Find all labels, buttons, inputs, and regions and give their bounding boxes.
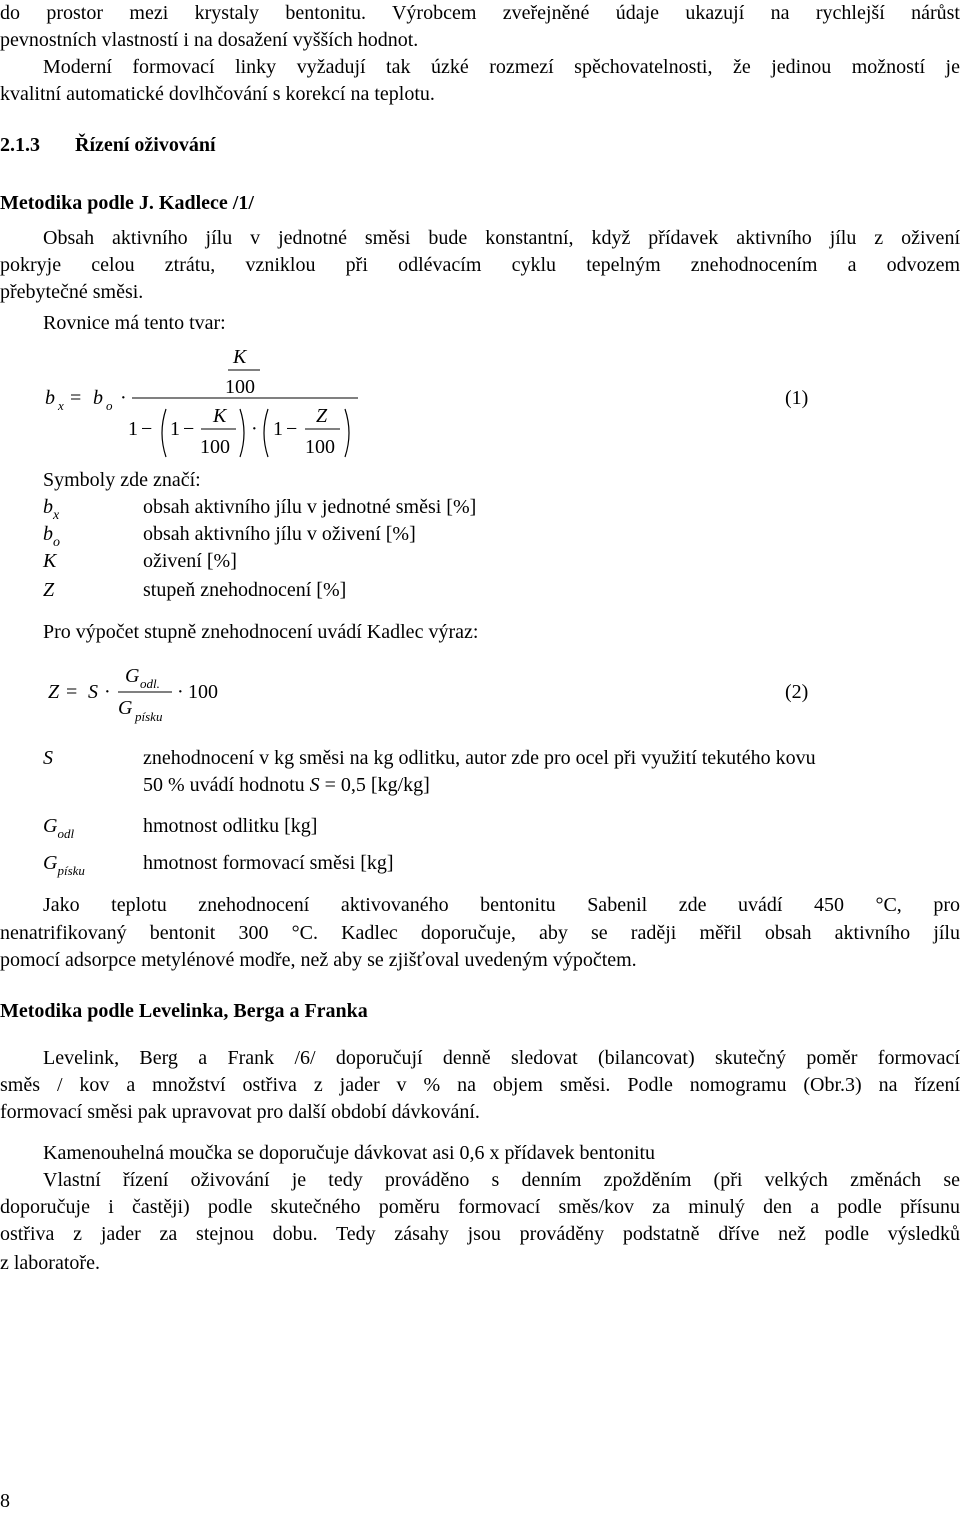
eq1-K-100: 100 (200, 436, 230, 458)
eq1-one-b: 1 (170, 418, 180, 440)
eq2-sub-den: písku (135, 709, 163, 724)
eq2-dot2: · (177, 681, 184, 703)
eq1-paren-open-b (264, 409, 268, 457)
def-desc-line2: 50 % uvádí hodnotu S = 0,5 [kg/kg] (143, 774, 430, 796)
section-title: Řízení oživování (75, 134, 216, 156)
levelink-p3-line-4: z laboratoře. (0, 1252, 100, 1274)
eq1-one-c: 1 (273, 418, 283, 440)
def-symbol: $G_{odl}$ (43, 815, 75, 841)
eq1-number: (1) (785, 387, 809, 409)
intro-line-2: pevnostních vlastností i na dosažení vyšších hodnot. (0, 29, 419, 51)
symbol-desc: obsah aktivního jílu v oživení [%] (143, 523, 416, 545)
levelink-p2-line-1: Kamenouhelná moučka se doporučuje dávkovat asi 0,6 x přídavek bentonitu (43, 1142, 656, 1164)
intro-line-1: do prostor mezi krystaly bentonitu. Výrobcem zveřejněné údaje ukazují na rychlejší nárůst (0, 2, 960, 24)
eq2-G-num: G (125, 665, 140, 687)
kadlec-heading: Metodika podle J. Kadlece /1/ (0, 192, 254, 214)
eq1-b: b (45, 387, 55, 409)
def-symbol: $G_{písku}$ (43, 852, 85, 878)
symbol: K (43, 550, 57, 572)
eq2-100: 100 (188, 681, 218, 703)
temp-line-1: Jako teplotu znehodnocení aktivovaného bentonitu Sabenil zde uvádí 450 °C, pro (43, 894, 960, 916)
symbol-desc: oživení [%] (143, 550, 237, 572)
kadlec-para-line-3: přebytečné směsi. (0, 281, 144, 303)
eq1-top-100: 100 (225, 376, 255, 398)
eq1-dot: · (120, 387, 127, 409)
symbol-sub: x (53, 508, 60, 523)
eq1-paren-open-a (162, 409, 166, 457)
equation-2 (0, 652, 960, 732)
eq2-S: S (88, 681, 98, 703)
levelink-p3-line-2: doporučuje i častěji) podle skutečného poměru formovací směs/kov za minulý den a podle přísunu (0, 1196, 960, 1218)
eq1-minus-b: − (183, 418, 195, 440)
eq2-Z: Z (48, 681, 60, 703)
def-symbol: S (43, 747, 53, 769)
def-desc: hmotnost odlitku [kg] (143, 815, 318, 837)
temp-line-2: nenatrifikovaný bentonit 300 °C. Kadlec doporučuje, aby se raději měřil obsah aktivního jílu (0, 922, 960, 944)
levelink-heading: Metodika podle Levelinka, Berga a Franka (0, 1000, 368, 1022)
def-desc: znehodnocení v kg směsi na kg odlitku, autor zde pro ocel při využití tekutého kovu (143, 747, 816, 769)
eq1-b2: b (93, 387, 103, 409)
def-desc: hmotnost formovací směsi [kg] (143, 852, 394, 874)
eq1-one-a: 1 (128, 418, 138, 440)
temp-line-3: pomocí adsorpce metylénové modře, než aby se zjišťoval uvedeným výpočtem. (0, 949, 637, 971)
eq1-paren-close-a (240, 409, 244, 457)
eq1-minus-c: − (286, 418, 298, 440)
levelink-p1-line-2: směs / kov a množství ostřiva z jader v % na objem směsi. Podle nomogramu (Obr.3) na řízení (0, 1074, 960, 1096)
eq1-minus-a: − (141, 418, 153, 440)
eq1-equals: = (70, 387, 82, 409)
eq2-number: (2) (785, 681, 809, 703)
eq1-Z-100: 100 (305, 436, 335, 458)
symbol-row (43, 521, 60, 550)
intro-para2-line-1: Moderní formovací linky vyžadují tak úzké rozmezí spěchovatelnosti, že jedinou možností je (43, 56, 960, 78)
kadlec-para-line-2: pokryje celou ztrátu, vzniklou při odlévacím cyklu tepelným znehodnocením a odvozem (0, 254, 960, 276)
eq1-top-K: K (233, 346, 247, 368)
section-number: 2.1.3 (0, 134, 40, 156)
symbol: b (43, 496, 53, 518)
page-number: 8 (0, 1490, 10, 1512)
equation-1 (0, 335, 960, 470)
symbol-row (43, 494, 59, 523)
eq2-equals: = (66, 681, 78, 703)
eq2-sub-num: odl. (140, 676, 160, 691)
eq1-dot2: · (251, 418, 258, 440)
intro-para2-line-2: kvalitní automatické dovlhčování s korekcí na teplotu. (0, 83, 435, 105)
symbol: b (43, 523, 53, 545)
eq1-Z: Z (316, 405, 328, 427)
equation-intro: Rovnice má tento tvar: (43, 312, 226, 334)
levelink-p1-line-1: Levelink, Berg a Frank /6/ doporučují denně sledovat (bilancovat) skutečný poměr formovací (43, 1047, 960, 1069)
symbol-sub: o (53, 535, 60, 550)
kadlec-para-line-1: Obsah aktivního jílu v jednotné směsi bude konstantní, když přídavek aktivního jílu z oživení (43, 227, 960, 249)
eq2-G-den: G (118, 697, 133, 719)
levelink-p1-line-3: formovací směsi pak upravovat pro další období dávkování. (0, 1101, 480, 1123)
levelink-p3-line-1: Vlastní řízení oživování je tedy prováděno s denním zpožděním (při velkých změnách se (43, 1169, 960, 1191)
symbols-heading: Symboly zde značí: (43, 469, 201, 491)
symbol-desc: stupeň znehodnocení [%] (143, 579, 347, 601)
symbol-desc: obsah aktivního jílu v jednotné směsi [%] (143, 496, 477, 518)
eq2-dot: · (104, 681, 111, 703)
eq1-K: K (213, 405, 227, 427)
expression-intro: Pro výpočet stupně znehodnocení uvádí Kadlec výraz: (43, 621, 479, 643)
symbol: Z (43, 579, 55, 601)
eq1-sub-o: o (106, 398, 113, 413)
eq1-paren-close-b (345, 409, 349, 457)
levelink-p3-line-3: ostřiva z jader za stejnou dobu. Tedy zásahy jsou prováděny podstatně dříve než podle výsledků (0, 1223, 960, 1245)
eq1-sub-x: x (58, 398, 64, 413)
